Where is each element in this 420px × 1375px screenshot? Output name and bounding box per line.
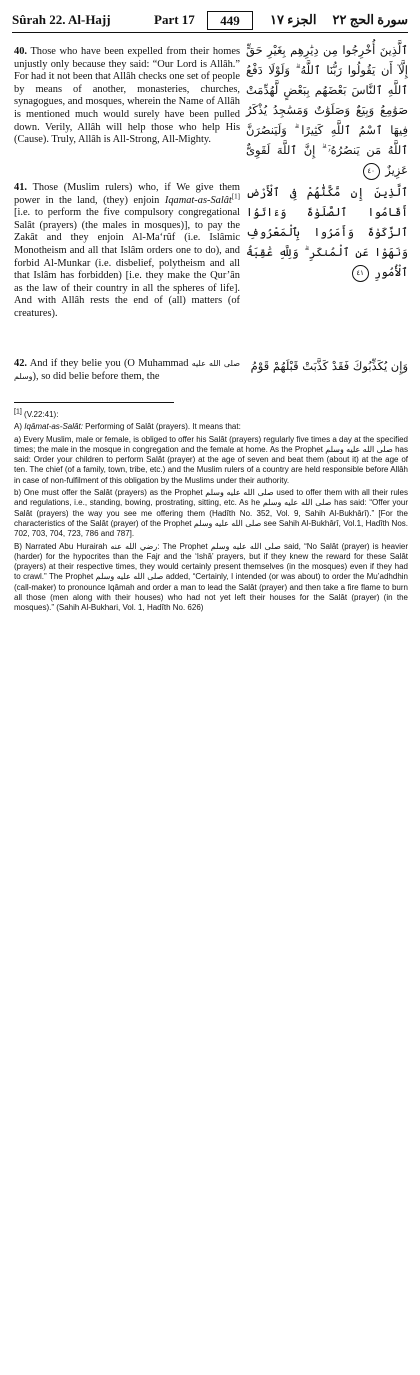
term-iqamat: Iqamat-as-Salât	[164, 194, 232, 206]
ayah-marker: ٤٠	[363, 163, 380, 180]
verse-number: 40.	[14, 46, 27, 57]
verse-text-part2: [i.e. to perform the five compulsory congregational Salât (prayers) (the males in mosques)], to pay the Zakât and they enjoin Al-Ma‘rûf (i.e. Islâmic Monotheism and all that Islâm orders one to do), and forbid Al-Munkar (i.e. disbelief, polytheism and all that Islâm has forbidden) [i.e. they make the Qur’ân as the law of their country in all the spheres of life]. And with Allâh rests the end of (all) matters (of creatures).	[14, 207, 240, 319]
part-label: Part 17	[154, 12, 195, 27]
footnote-ref[interactable]: [1]	[231, 192, 240, 201]
arabic-surah-title: سورة الحج ٢٢	[332, 12, 408, 27]
arabic-verse-text: ٱلَّذِينَ إِن مَّكَّنَّٰهُمْ فِى ٱلْأَرْضِ أَقَامُوا ٱلصَّلَوٰةَ وَءَاتَوُا ٱلزَّكَوٰةَ وَأَمَرُوا بِٱلْمَعْرُوفِ وَنَهَوْا عَنِ ٱلْمُنكَرِ ۗ وَلِلَّهِ عَٰقِبَةُ ٱلْأُمُورِ	[246, 185, 408, 279]
ayah-marker: ٤١	[352, 265, 369, 282]
page-number: 449	[207, 11, 253, 30]
footnotes	[14, 410, 408, 616]
footnote-A-label: A)	[14, 422, 22, 432]
honorific-text: صلى الله عليه وسلم	[14, 359, 240, 381]
footnote-A	[14, 422, 408, 432]
surah-title: Sûrah 22. Al-Hajj	[12, 12, 111, 27]
footnote-b: b) One must offer the Salât (prayers) as the Prophet صلى الله عليه وسلم used to offer them with all their rules and regulations, i.e., standing, bowing, prostrating, sitting, etc. As he صلى الله عليه وسلم has said: “Offer your Salât (prayers) the way you see me offering them (Hadîth No. 352, Vol. 9, Sahih Al-Bukhârî).” [For the characteristics of the Salât (prayer) of the Prophet صلى الله عليه وسلم see Sahih Al-Bukhârî, Vol.1, Hadîth Nos. 702, 703, 704, 723, 786 and 787].	[14, 488, 408, 539]
footnote-A-text: Performing of Salât (prayers). It means that:	[85, 422, 241, 432]
verse-text-part2: ), so did belie before them, the	[32, 370, 160, 382]
footnote-A-term: Iqâmat-as-Salât:	[24, 422, 83, 432]
footnote-heading	[14, 410, 408, 420]
arabic-verse-text: وَإِن يُكَذِّبُوكَ فَقَدْ كَذَّبَتْ قَبْلَهُمْ قَوْمُ	[250, 359, 408, 373]
verse-text-part1: And if they belie you (O Muhammad	[29, 358, 189, 369]
verse-40-translation	[14, 46, 240, 147]
verse-41-arabic	[246, 182, 408, 282]
footnote-B: B) Narrated Abu Hurairah رضي الله عنه: The Prophet صلى الله عليه وسلم said, “No Salât (prayer) is heavier (harder) for the hypocrites than the Fajr and the ‘Ishâ’ prayers, but if they knew the reward for these Salât (prayers) at their respective times, they would certainly present themselves (in the mosques) even if they had to crawl.” The Prophet صلى الله عليه وسلم added, “Certainly, I intended (or was about) to order the Mu’adhdhin (call-maker) to pronounce Iqâmah and order a man to lead the Salât (prayer) and then take a fire flame to burn all those (men along with their houses) who had not yet left their houses for the Salât (prayer) (in the mosques).” (Sahih Al-Bukhari, Vol. 1, Hadîth No. 626)	[14, 541, 408, 613]
verse-42-arabic	[246, 356, 408, 376]
verse-41-translation	[14, 182, 240, 321]
footnote-a: a) Every Muslim, male or female, is obliged to offer his Salât (prayers) regularly five times a day at the specified times; the male in the mosque in congregation and the female at home. As the Prophet صلى الله عليه وسلم has said: Order your children to perform Salât (prayer) at the age of seven and beat them (about it) at the age of ten. The chief (of a family, town, tribe, etc.) and the Muslim rulers of a country are held responsible before Allâh in case of non-fulfilment of this obligation by the Muslims under their authority.	[14, 434, 408, 485]
verse-number: 41.	[14, 182, 27, 193]
verse-number: 42.	[14, 358, 27, 369]
arabic-verse-text: ٱلَّذِينَ أُخْرِجُوا مِن دِيَٰرِهِم بِغَيْرِ حَقٍّ إِلَّآ أَن يَقُولُوا رَبُّنَا ٱللَّهُ ۗ وَلَوْلَا دَفْعُ ٱللَّهِ ٱلنَّاسَ بَعْضَهُم بِبَعْضٍ لَّهُدِّمَتْ صَوَٰمِعُ وَبِيَعٌ وَصَلَوَٰتٌ وَمَسَٰجِدُ يُذْكَرُ فِيهَا ٱسْمُ ٱللَّهِ كَثِيرًا ۗ وَلَيَنصُرَنَّ ٱللَّهُ مَن يَنصُرُهُۥٓ ۗ إِنَّ ٱللَّهَ لَقَوِىٌّ عَزِيزٌ	[246, 43, 408, 177]
verse-42-translation	[14, 358, 240, 383]
footnote-marker: [1]	[14, 408, 22, 416]
verse-40-arabic	[246, 40, 408, 180]
arabic-part-label: الجزء ١٧	[270, 12, 317, 27]
verse-text-part1: Those (Muslim rulers) who, if We give them power in the land, (they) enjoin	[14, 182, 240, 206]
verse-text: Those who have been expelled from their homes unjustly only because they said: “Our Lord is Allâh.” For had it not been that Allâh checks one set of people by means of another, monasteries, churches, synagogues, and mosques, wherein the Name of Allâh is mentioned much would surely have been pulled down. Verily, Allâh will help those who help His (Cause). Truly, Allâh is All-Strong, All-Mighty.	[14, 46, 240, 146]
page-header	[12, 12, 408, 33]
footnote-divider	[14, 402, 174, 403]
footnote-reference: (V.22:41):	[24, 410, 59, 419]
